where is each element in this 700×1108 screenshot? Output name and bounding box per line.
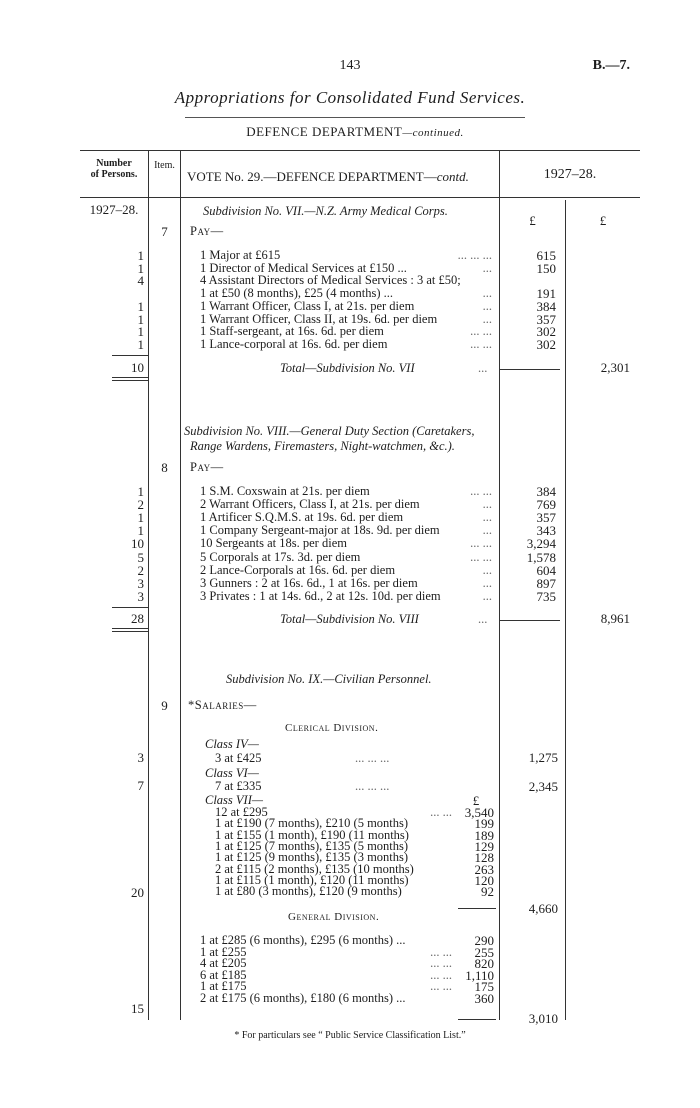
sub8-row-persons: 5	[137, 549, 144, 565]
class-6-persons: 7	[137, 778, 144, 793]
sub8-row-desc: 1 S.M. Coxswain at 21s. per diem	[200, 484, 370, 498]
general-total: 3,010	[528, 1011, 558, 1026]
pound-symbol-col1: £	[529, 213, 536, 228]
sub7-row-persons: 1	[137, 336, 144, 352]
sub8-row-desc: 10 Sergeants at 18s. per diem	[200, 536, 347, 551]
sub7-row-amount: 302	[536, 324, 556, 340]
page-number: 143	[339, 58, 361, 73]
sub8-row-desc: 1 Artificer S.Q.M.S. at 19s. 6d. per diem	[200, 510, 404, 525]
sub7-row-dots: ...	[482, 260, 492, 275]
class-7-row-desc: 12 at £295	[215, 805, 268, 819]
general-row-dots: ... ...	[430, 979, 452, 994]
vote-heading	[187, 169, 469, 185]
class-6-heading: Class VI—	[205, 766, 259, 780]
sub7-row-persons: 1	[137, 248, 144, 263]
class-7-row-desc: 1 at £115 (1 month), £120 (11 months)	[215, 872, 409, 887]
department-continued: —continued.	[402, 127, 464, 139]
general-division-heading: General Division.	[288, 911, 380, 923]
sub7-row-desc: 1 Warrant Officer, Class II, at 19s. 6d. per diem	[200, 311, 438, 326]
persons-header-line2: of Persons.	[90, 169, 138, 180]
general-row-desc: 2 at £175 (6 months), £180 (6 months) ...	[200, 991, 406, 1005]
general-row-dots: ... ...	[430, 956, 452, 971]
subdivision-7-title: Subdivision No. VII.—N.Z. Army Medical Corps.	[203, 204, 448, 218]
sub8-row-amount: 3,294	[526, 536, 556, 552]
item-column-header: Item.	[154, 160, 175, 171]
subdivision-7-total: 2,301	[600, 360, 630, 375]
class-7-persons: 20	[131, 885, 144, 900]
general-row-amount: 360	[474, 991, 494, 1006]
class-6-amount: 2,345	[528, 779, 558, 794]
subdivision-7-total-dots: ...	[478, 361, 488, 375]
class-7-row-amount: 199	[474, 816, 494, 832]
sub8-row-amount: 735	[536, 588, 556, 604]
sub7-row-persons: 1	[137, 324, 144, 340]
sub7-row-dots: ...	[482, 298, 492, 313]
sub8-row-amount: 769	[536, 497, 556, 513]
sub8-row-dots: ...	[482, 523, 492, 538]
col-rule-amount2	[565, 200, 566, 1020]
general-row-amount: 820	[474, 956, 494, 972]
sub8-row-persons: 2	[137, 562, 144, 578]
class-6-dots: ... ... ...	[355, 779, 390, 793]
sub8-row-persons: 10	[131, 536, 144, 552]
class-6-desc: 7 at £335	[215, 779, 262, 793]
general-row-amount: 255	[474, 944, 494, 960]
sub7-row-desc: 1 Warrant Officer, Class I, at 21s. per diem	[200, 298, 415, 313]
sub8-row-dots: ... ...	[470, 549, 492, 564]
year-column-header: 1927–28.	[543, 167, 597, 182]
col-rule-item	[180, 150, 181, 1020]
sub8-row-persons: 2	[137, 497, 144, 513]
class-7-row-amount: 189	[474, 827, 494, 843]
sub8-row-dots: ...	[482, 562, 492, 577]
class-7-row-desc: 2 at £115 (2 months), £135 (10 months)	[215, 861, 414, 876]
sub8-row-persons: 3	[137, 588, 144, 604]
sub7-row-amount: 615	[536, 248, 556, 263]
general-row-dots: ... ...	[430, 944, 452, 959]
class-4-amount: 1,275	[528, 750, 558, 765]
subdivision-8-title-line1: Subdivision No. VIII.—General Duty Section (Caretakers,	[184, 424, 475, 438]
sub7-row-desc: 1 Staff-sergeant, at 16s. 6d. per diem	[200, 324, 384, 339]
subdivision-8-pay-heading: Pay—	[190, 460, 224, 474]
class-7-row-desc: 1 at £190 (7 months), £210 (5 months)	[215, 816, 409, 831]
subdivision-8-total-label: Total—Subdivision No. VIII	[280, 612, 419, 626]
subdivision-8-total: 8,961	[600, 611, 630, 626]
sub8-row-amount: 604	[536, 562, 556, 578]
sub8-row-amount: 1,578	[526, 549, 556, 565]
subdivision-9-item: 9	[161, 698, 168, 713]
department-name: DEFENCE DEPARTMENT	[246, 124, 403, 139]
sub8-row-dots: ...	[482, 588, 492, 603]
sub8-row-desc: 3 Gunners : 2 at 16s. 6d., 1 at 16s. per diem	[200, 575, 418, 590]
sub7-row-persons: 1	[137, 260, 144, 276]
general-row-amount: 175	[474, 979, 494, 995]
sub7-row-desc: 1 Director of Medical Services at £150 ...	[200, 260, 407, 275]
class-4-persons: 3	[137, 750, 144, 765]
department-heading	[180, 124, 530, 140]
class-7-pound: £	[472, 793, 480, 808]
general-persons: 15	[131, 1001, 144, 1016]
sub8-row-desc: 1 Company Sergeant-major at 18s. 9d. per diem	[200, 523, 440, 538]
subdivision-8-total-dots: ...	[478, 612, 488, 626]
sub7-row-persons: 1	[137, 298, 144, 314]
general-row-desc: 4 at £205	[200, 956, 247, 971]
class-7-row-desc: 1 at £155 (1 month), £190 (11 months)	[215, 827, 409, 842]
subdivision-9-title: Subdivision No. IX.—Civilian Personnel.	[226, 672, 432, 686]
sub7-row-desc: 4 Assistant Directors of Medical Services : 3 at £50;	[200, 273, 461, 288]
sub7-row-dots: ... ...	[470, 324, 492, 339]
sub8-row-dots: ... ...	[470, 536, 492, 551]
general-row-amount: 290	[474, 933, 494, 948]
sub7-row-desc: 1 Major at £615	[200, 248, 281, 262]
sub7-row-amount: 191	[536, 286, 556, 302]
sub8-row-persons: 1	[137, 484, 144, 499]
sub8-row-desc: 3 Privates : 1 at 14s. 6d., 2 at 12s. 10d. per diem	[200, 588, 441, 603]
persons-header-line1: Number	[96, 158, 132, 169]
persons-column-header	[82, 158, 146, 180]
sub8-row-amount: 897	[536, 575, 556, 591]
class-4-dots: ... ... ...	[355, 751, 390, 765]
general-row-dots: ... ...	[430, 967, 452, 982]
class-7-row-amount: 3,540	[464, 805, 494, 820]
footnote: * For particulars see “ Public Service Classification List.”	[234, 1030, 466, 1041]
sub8-row-dots: ...	[482, 497, 492, 512]
sub7-row-persons: 4	[137, 273, 144, 289]
class-7-total: 4,660	[528, 901, 558, 916]
sub8-row-persons: 1	[137, 510, 144, 526]
class-7-row-dots: ... ...	[430, 805, 452, 819]
sub7-row-amount: 150	[536, 260, 556, 276]
sub8-row-dots: ...	[482, 575, 492, 590]
class-4-heading: Class IV—	[205, 737, 259, 751]
subdivision-7-item: 7	[161, 224, 168, 239]
sub8-row-persons: 3	[137, 575, 144, 591]
sub8-row-persons: 1	[137, 523, 144, 539]
clerical-division-heading: Clerical Division.	[285, 722, 379, 734]
subdivision-7-pay-heading: Pay—	[190, 224, 224, 238]
sub8-row-dots: ... ...	[470, 484, 492, 498]
subdivision-8-title-line2: Range Wardens, Firemasters, Night-watchmen, &c.).	[190, 439, 455, 453]
subdivision-7-total-persons: 10	[131, 360, 144, 375]
class-7-row-desc: 1 at £125 (9 months), £135 (3 months)	[215, 850, 409, 865]
general-row-amount: 1,110	[465, 967, 494, 983]
class-7-row-desc: 1 at £125 (7 months), £135 (5 months)	[215, 838, 409, 853]
class-7-row-amount: 120	[474, 872, 494, 888]
class-7-row-amount: 129	[474, 838, 494, 854]
sub7-row-dots: ...	[482, 286, 492, 301]
salaries-heading: *Salaries—	[188, 698, 257, 712]
sub7-row-dots: ... ...	[470, 336, 492, 351]
sub7-row-desc: 1 Lance-corporal at 16s. 6d. per diem	[200, 336, 388, 351]
class-7-row-amount: 128	[474, 850, 494, 866]
class-7-row-desc: 1 at £80 (3 months), £120 (9 months)	[215, 884, 402, 899]
subdivision-8-total-persons: 28	[131, 611, 144, 626]
sub7-row-amount: 357	[536, 311, 556, 327]
document-reference: B.—7.	[592, 58, 630, 73]
general-row-desc: 1 at £255	[200, 944, 247, 959]
table-top-rule	[80, 150, 640, 151]
sub7-row-dots: ... ... ...	[457, 248, 492, 262]
class-7-heading: Class VII—	[205, 793, 263, 807]
pound-symbol-col2: £	[599, 213, 607, 228]
sub8-row-amount: 357	[536, 510, 556, 526]
sub8-row-desc: 5 Corporals at 17s. 3d. per diem	[200, 549, 361, 564]
sub8-row-dots: ...	[482, 510, 492, 525]
sub8-row-desc: 2 Lance-Corporals at 16s. 6d. per diem	[200, 562, 396, 577]
sub7-row-desc: 1 at £50 (8 months), £25 (4 months) ...	[200, 286, 394, 301]
subdivision-8-item: 8	[161, 460, 168, 475]
sub7-row-persons: 1	[137, 311, 144, 327]
vote-heading-main: VOTE No. 29.—DEFENCE DEPARTMENT—	[187, 169, 437, 184]
class-7-row-amount: 263	[474, 861, 494, 877]
sub8-row-amount: 343	[536, 523, 556, 539]
general-row-desc: 6 at £185	[200, 967, 247, 982]
vote-heading-contd: contd.	[436, 169, 469, 184]
sub8-row-desc: 2 Warrant Officers, Class I, at 21s. per diem	[200, 497, 420, 512]
sub8-row-amount: 384	[536, 484, 556, 499]
subdivision-7-total-label: Total—Subdivision No. VII	[280, 361, 415, 375]
class-7-row-amount: 92	[481, 884, 494, 900]
sub7-row-amount: 384	[536, 298, 556, 314]
year-row-label: 1927–28.	[89, 202, 139, 217]
sub7-row-amount: 302	[536, 336, 556, 352]
page-title: Appropriations for Consolidated Fund Services.	[174, 88, 526, 107]
class-4-desc: 3 at £425	[215, 751, 262, 765]
general-row-desc: 1 at £285 (6 months), £295 (6 months) ...	[200, 933, 406, 947]
sub7-row-dots: ...	[482, 311, 492, 326]
general-row-desc: 1 at £175	[200, 979, 247, 994]
col-rule-persons	[148, 150, 149, 1020]
